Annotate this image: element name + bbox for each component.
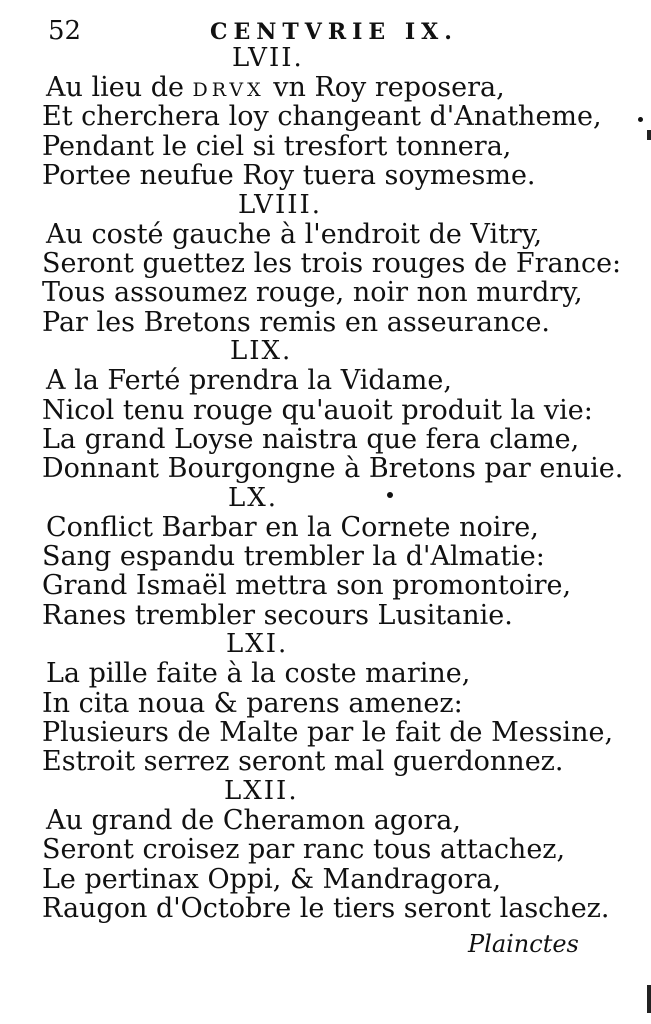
- verse-line: Sang espandu trembler la d'Almatie:: [42, 541, 545, 573]
- verse-line: In cita noua & parens amenez:: [42, 687, 463, 719]
- quatrain-62: [0, 777, 651, 924]
- quatrain-57: [0, 44, 651, 191]
- verse-line: Seront guettez les trois rouges de France:: [42, 247, 622, 279]
- verse-line: Au lieu de DRVX vn Roy reposera,: [46, 72, 505, 103]
- verse-line: Donnant Bourgongne à Bretons par enuie.: [42, 453, 624, 485]
- quatrain-61: [0, 630, 651, 777]
- quatrain-number: LX.: [228, 482, 279, 513]
- verse-line: Et cherchera loy changeant d'Anatheme,: [42, 101, 602, 133]
- quatrain-number: LVIII.: [238, 189, 323, 220]
- quatrain-59: [0, 337, 651, 484]
- ink-speck: [387, 492, 393, 498]
- verse-line: La grand Loyse naistra que fera clame,: [42, 423, 580, 455]
- quatrain-60: [0, 484, 651, 631]
- catchword: Plainctes: [468, 930, 579, 958]
- verse-line: Conflict Barbar en la Cornete noire,: [46, 511, 539, 543]
- verse-line: Par les Bretons remis en asseurance.: [42, 306, 551, 338]
- quatrain-number: LXI.: [226, 629, 289, 660]
- verse-body: [0, 44, 651, 923]
- verse-line: Plusieurs de Malte par le fait de Messine,: [42, 717, 614, 749]
- verse-line: Le pertinax Oppi, & Mandragora,: [42, 863, 502, 895]
- verse-line: Au grand de Cheramon agora,: [46, 804, 461, 836]
- verse-line: Grand Ismaël mettra son promontoire,: [42, 570, 572, 602]
- verse-line: Raugon d'Octobre le tiers seront laschez.: [42, 892, 610, 924]
- verse-line: Tous assoumez rouge, noir non murdry,: [42, 277, 583, 309]
- small-caps-name: DRVX: [192, 79, 265, 101]
- page-edge-mark: [647, 985, 651, 1013]
- verse-line: Pendant le ciel si tresfort tonnera,: [42, 130, 512, 162]
- verse-line: Nicol tenu rouge qu'auoit produit la vie:: [42, 394, 593, 426]
- ink-speck: [638, 117, 643, 122]
- page-edge-mark: [647, 130, 651, 140]
- quatrain-58: [0, 191, 651, 338]
- verse-line: Ranes trembler secours Lusitanie.: [42, 599, 513, 631]
- page-number: 52: [48, 16, 82, 46]
- verse-line: Estroit serrez seront mal guerdonnez.: [42, 746, 564, 778]
- verse-line: A la Ferté prendra la Vidame,: [46, 365, 452, 397]
- verse-line: Seront croisez par ranc tous attachez,: [42, 834, 566, 866]
- verse-line: La pille faite à la coste marine,: [46, 658, 471, 690]
- quatrain-number: LXII.: [224, 775, 299, 806]
- verse-line: Portee neufue Roy tuera soymesme.: [42, 160, 536, 192]
- quatrain-number: LVII.: [232, 43, 304, 73]
- quatrain-number: LIX.: [230, 336, 293, 367]
- running-title: CENTVRIE IX.: [210, 19, 458, 45]
- verse-line: Au costé gauche à l'endroit de Vitry,: [46, 218, 543, 250]
- running-head: [0, 16, 651, 46]
